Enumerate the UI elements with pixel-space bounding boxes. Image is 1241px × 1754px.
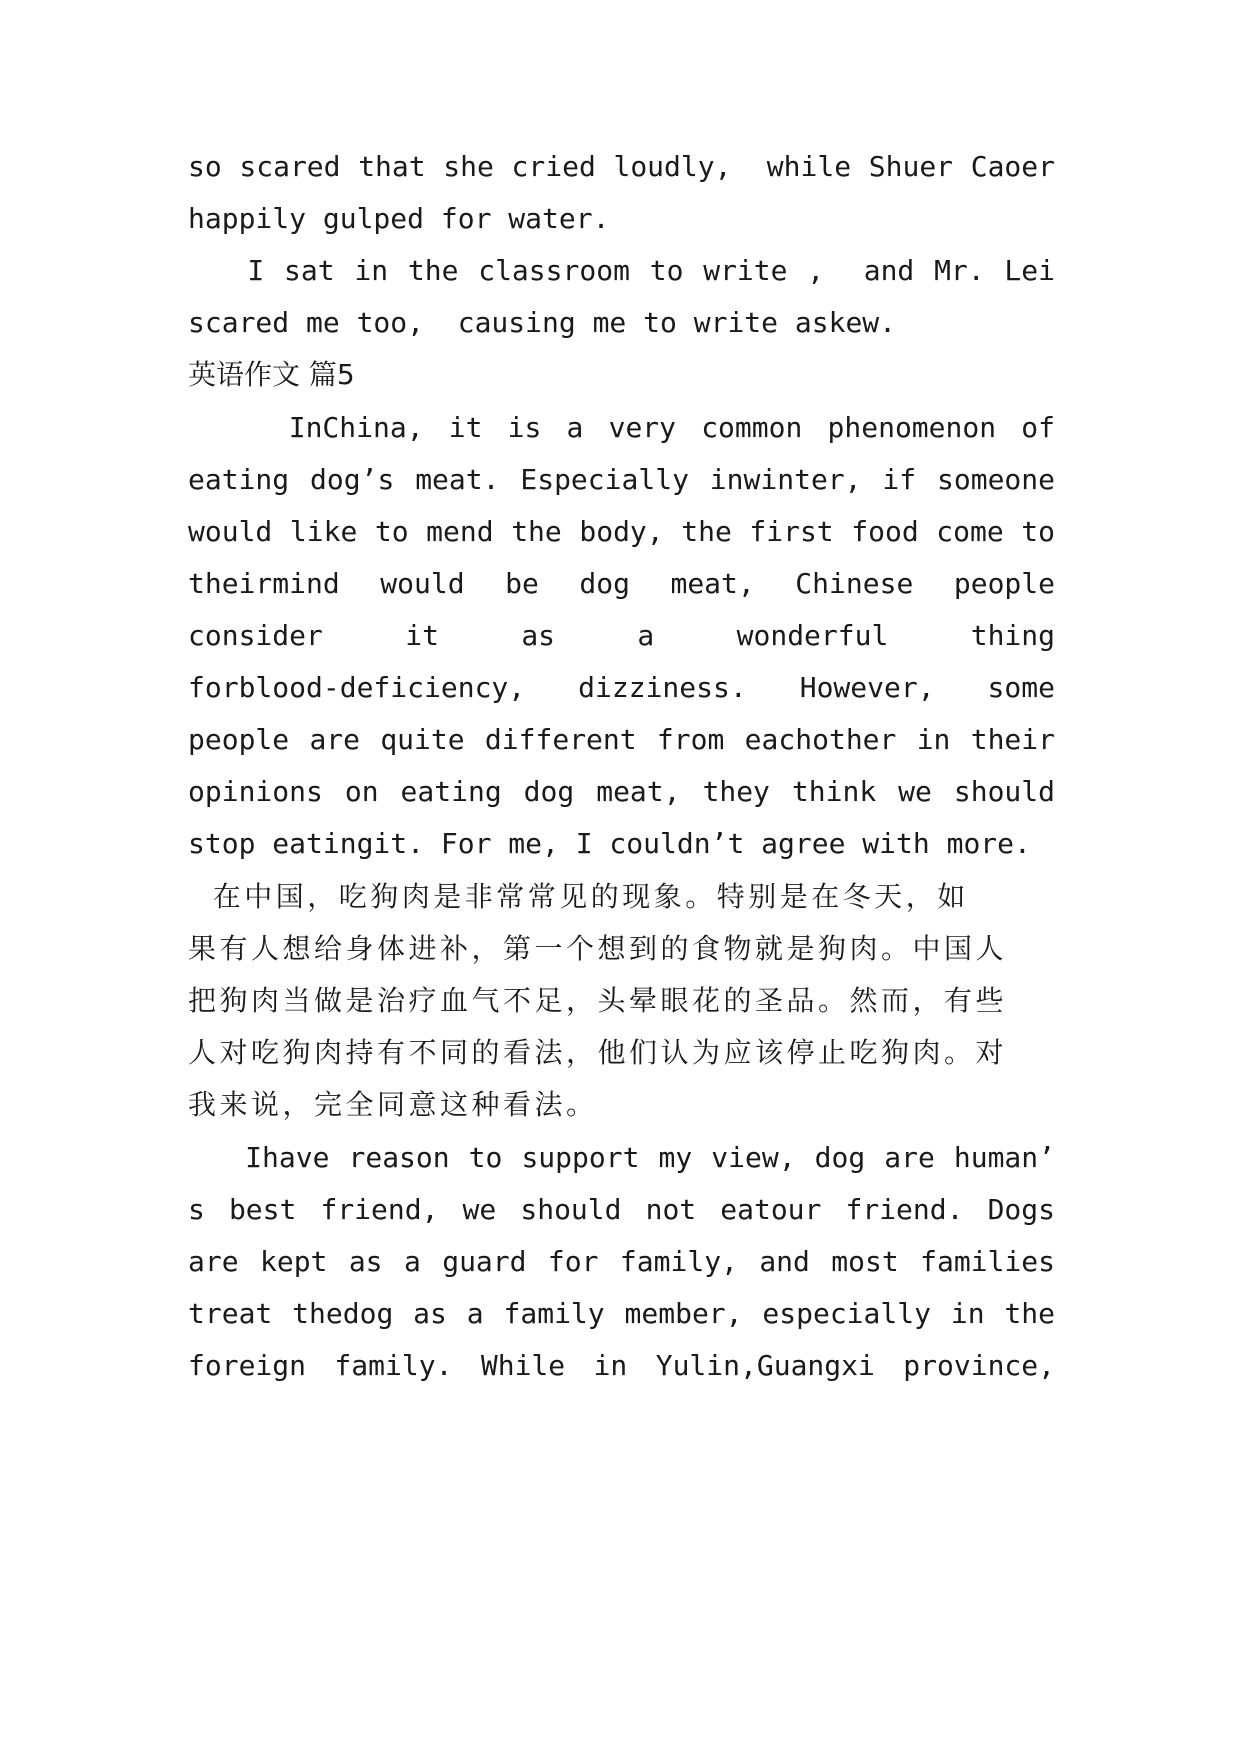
text-line: Ihave reason to support my view, dog are human’ <box>188 1141 1055 1174</box>
text-line: consider it as a wonderful thing <box>188 619 1055 652</box>
text-line: foreign family. While in Yulin,Guangxi province, <box>188 1349 1055 1382</box>
text-line: InChina, it is a very common phenomenon of <box>188 411 1055 444</box>
text-line: would like to mend the body, the first food come to <box>188 515 1055 548</box>
text-line: forblood-deficiency, dizziness. However, some <box>188 671 1055 704</box>
text-line: theirmind would be dog meat, Chinese people <box>188 567 1055 600</box>
text-line: stop eatingit. For me, I couldn’t agree with more. <box>188 827 1031 860</box>
text-line: eating dog’s meat. Especially inwinter, if someone <box>188 463 1055 496</box>
text-line: 人对吃狗肉持有不同的看法，他们认为应该停止吃狗肉。对 <box>188 1036 1008 1069</box>
text-line: treat thedog as a family member, especially in the <box>188 1297 1055 1330</box>
text-line: happily gulped for water. <box>188 202 610 235</box>
text-line: 在中国，吃狗肉是非常常见的现象。特别是在冬天，如 <box>188 880 969 913</box>
text-line: 把狗肉当做是治疗血气不足，头晕眼花的圣品。然而，有些 <box>188 984 1008 1017</box>
text-line: s best friend, we should not eatour friend. Dogs <box>188 1193 1055 1226</box>
text-line: people are quite different from eachother in their <box>188 723 1055 756</box>
section-heading: 英语作文 篇5 <box>188 358 355 391</box>
text-line: so scared that she cried loudly, while Shuer Caoer <box>188 150 1055 183</box>
text-line: scared me too, causing me to write askew. <box>188 306 897 339</box>
text-line: 我来说，完全同意这种看法。 <box>188 1088 598 1121</box>
text-line: opinions on eating dog meat, they think we should <box>188 775 1055 808</box>
text-line: 果有人想给身体进补，第一个想到的食物就是狗肉。中国人 <box>188 932 1008 965</box>
text-line: I sat in the classroom to write , and Mr. Lei <box>188 254 1055 287</box>
text-line: are kept as a guard for family, and most families <box>188 1245 1055 1278</box>
